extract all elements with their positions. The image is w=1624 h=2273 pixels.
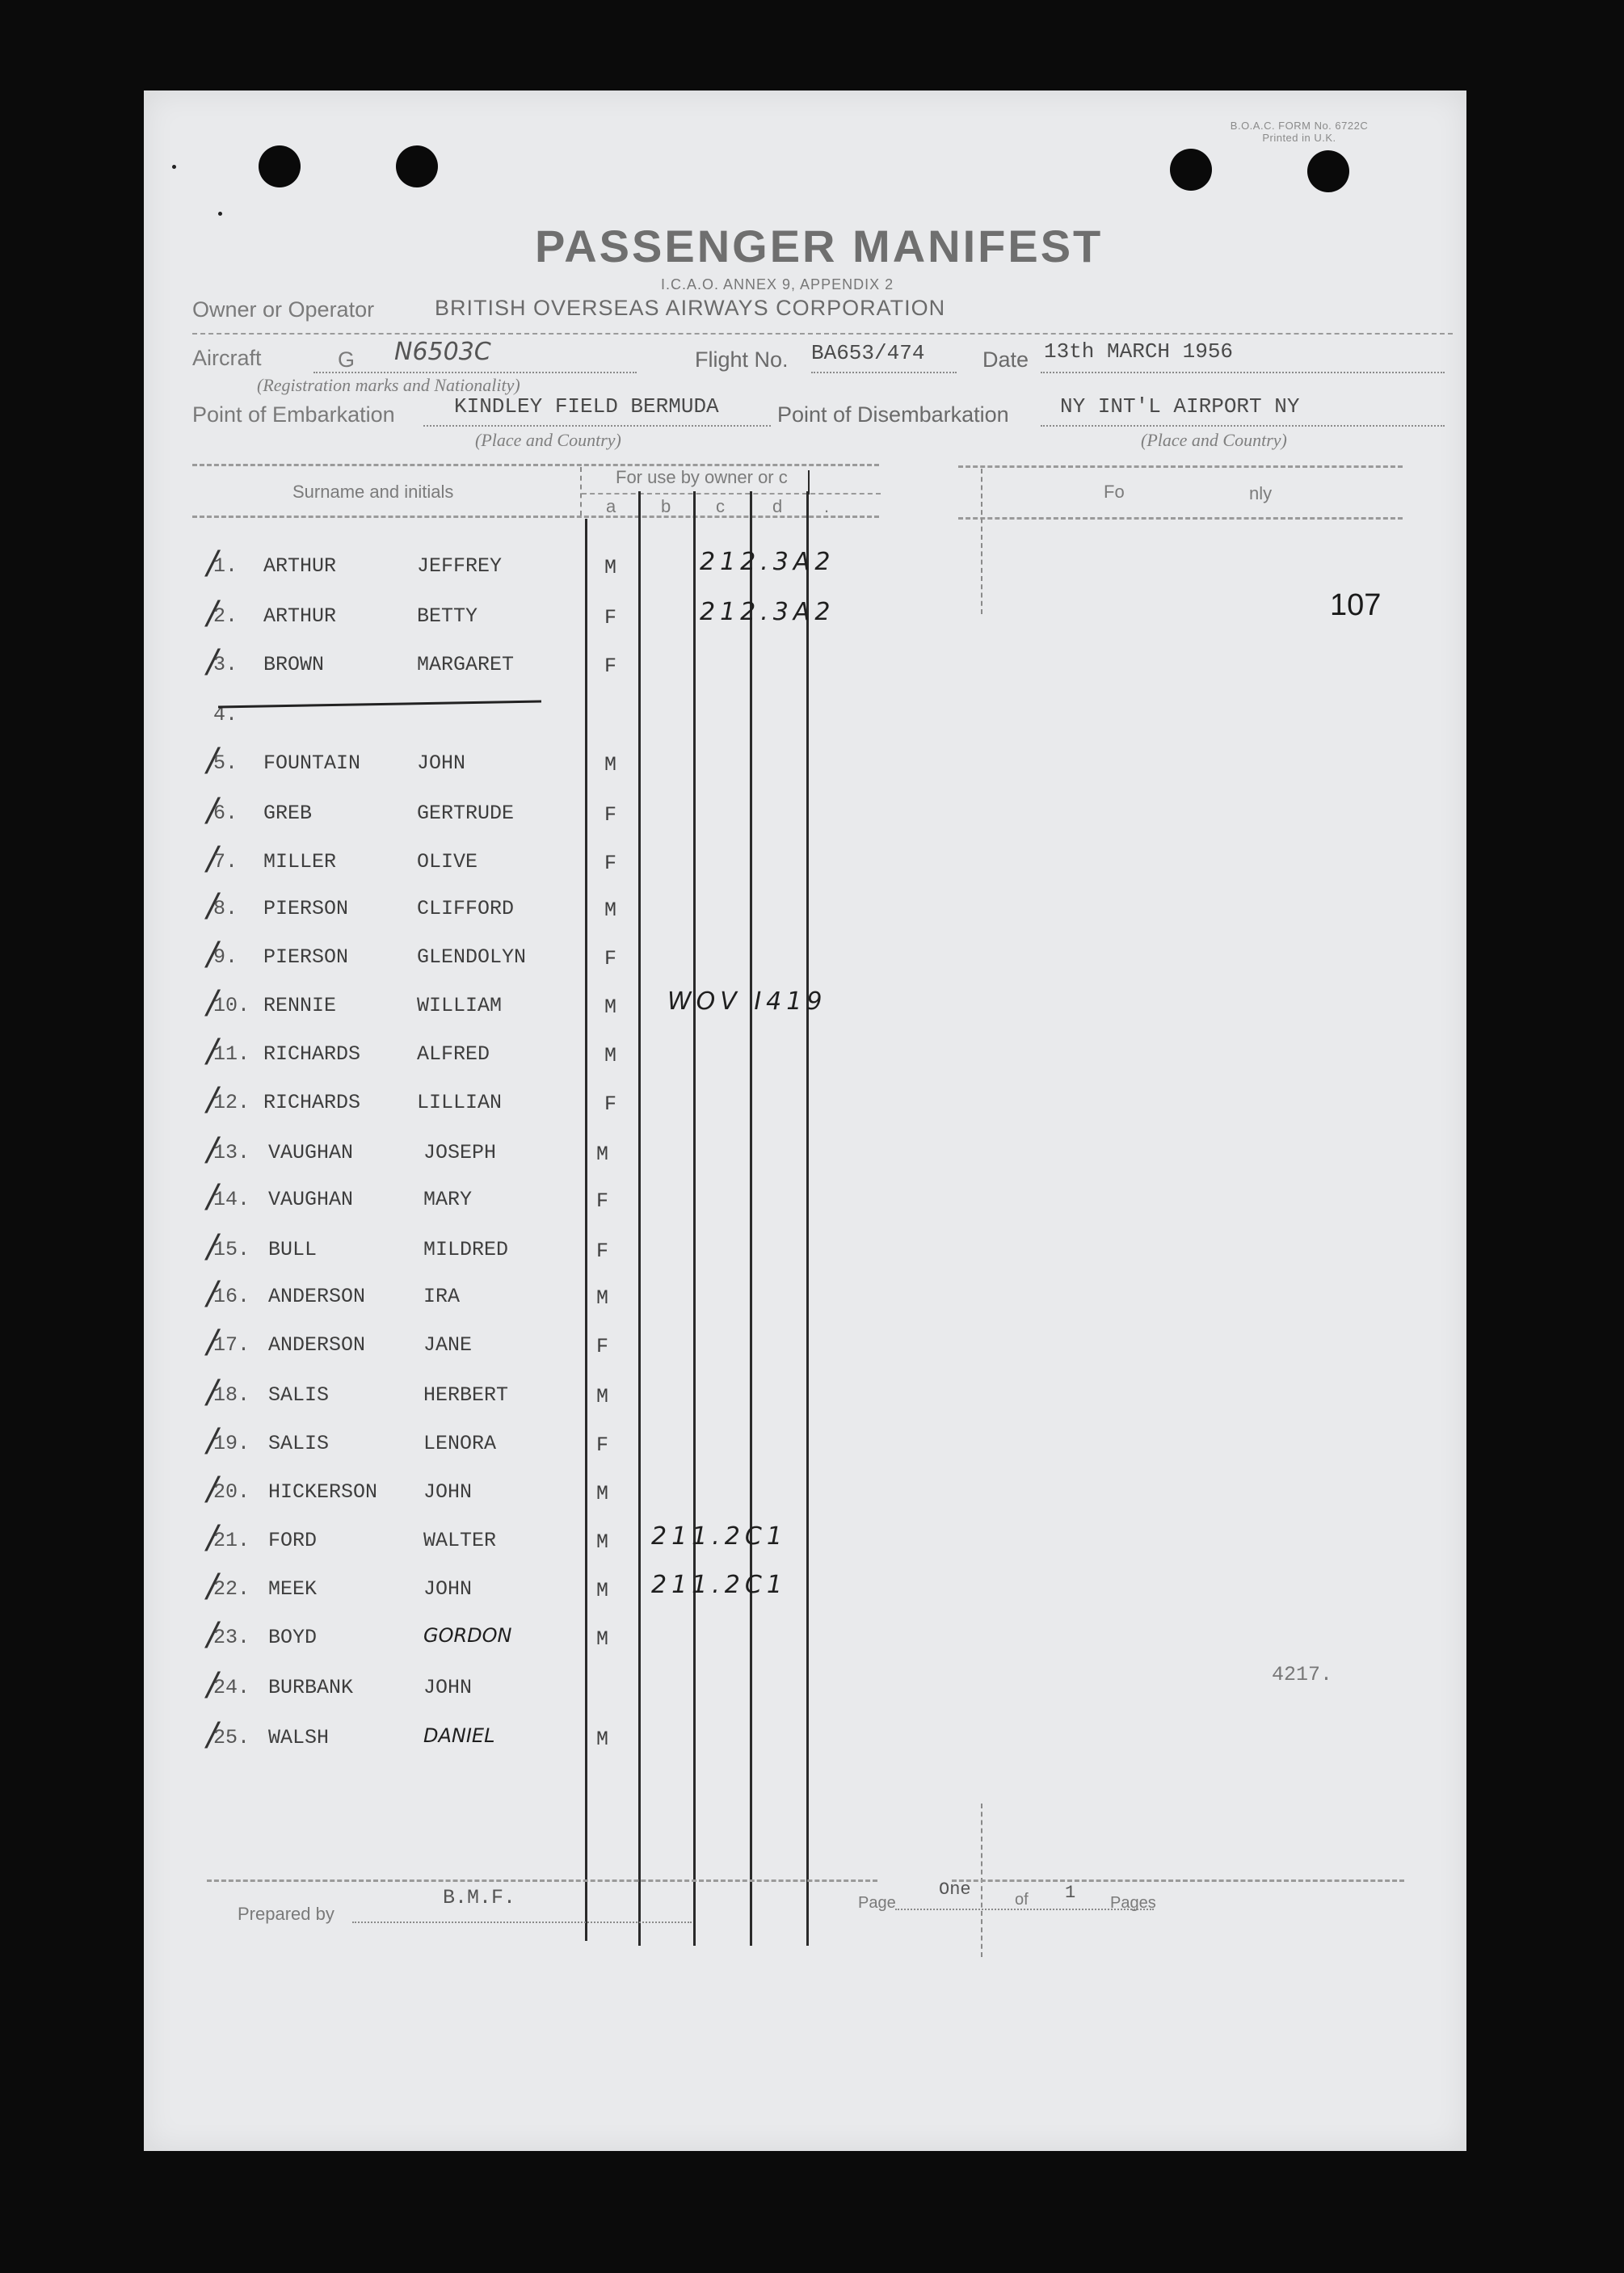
column-line bbox=[808, 470, 810, 495]
column-letter-c: c bbox=[716, 496, 725, 516]
surname: ANDERSON bbox=[268, 1285, 366, 1308]
footer-total: 1 bbox=[1065, 1883, 1076, 1903]
given-name: JOHN bbox=[423, 1480, 473, 1504]
annex-reference: I.C.A.O. ANNEX 9, APPENDIX 2 bbox=[661, 276, 894, 293]
given-name: JOHN bbox=[423, 1577, 473, 1601]
row-number: 4. bbox=[213, 703, 238, 726]
row-number: 10. bbox=[213, 994, 250, 1017]
sex: M bbox=[604, 556, 617, 579]
column-letter-e: . bbox=[824, 496, 830, 516]
table-row bbox=[144, 1471, 1437, 1521]
row-number: 17. bbox=[213, 1333, 250, 1357]
check-mark: / bbox=[207, 840, 218, 878]
embark-label: Point of Embarkation bbox=[192, 402, 395, 427]
sex: M bbox=[596, 1143, 609, 1166]
table-row bbox=[144, 792, 1437, 842]
surname: BROWN bbox=[263, 653, 325, 676]
owner-label: Owner or Operator bbox=[192, 297, 375, 322]
date-underline bbox=[1041, 372, 1445, 373]
surname: GREB bbox=[263, 802, 313, 825]
column-header-name: Surname and initials bbox=[292, 482, 454, 502]
sex: F bbox=[604, 947, 617, 970]
surname: BOYD bbox=[268, 1626, 318, 1649]
punch-hole bbox=[396, 145, 438, 187]
table-row bbox=[144, 1568, 1437, 1618]
table-row bbox=[144, 1081, 1437, 1131]
punch-hole bbox=[1170, 149, 1212, 191]
check-mark: / bbox=[207, 1568, 218, 1605]
check-mark: / bbox=[207, 936, 218, 973]
check-mark: / bbox=[207, 1131, 218, 1168]
table-row bbox=[144, 840, 1437, 890]
table-row bbox=[144, 545, 1437, 595]
check-mark: / bbox=[207, 1081, 218, 1118]
sex: M bbox=[596, 1385, 609, 1408]
speck bbox=[172, 165, 176, 169]
aircraft-caption: (Registration marks and Nationality) bbox=[257, 375, 520, 395]
given-name: ALFRED bbox=[417, 1042, 490, 1066]
sex: M bbox=[604, 753, 617, 777]
table-row bbox=[144, 1275, 1437, 1325]
table-row bbox=[144, 984, 1437, 1034]
row-number: 16. bbox=[213, 1285, 250, 1308]
right-column-header: Fo bbox=[1104, 482, 1125, 502]
check-mark: / bbox=[207, 545, 218, 582]
aircraft-prefix: G bbox=[338, 347, 356, 372]
surname: VAUGHAN bbox=[268, 1188, 354, 1211]
disembark-underline bbox=[1041, 425, 1445, 427]
sex: M bbox=[596, 1530, 609, 1554]
check-mark: / bbox=[207, 643, 218, 680]
subheader-rule bbox=[582, 493, 881, 495]
table-row bbox=[144, 1616, 1437, 1666]
sex: F bbox=[596, 1189, 609, 1213]
footer-page-label: Page bbox=[858, 1894, 896, 1912]
row-number: 23. bbox=[213, 1626, 250, 1649]
row-number: 11. bbox=[213, 1042, 250, 1066]
check-mark: / bbox=[207, 1178, 218, 1215]
sex: F bbox=[596, 1335, 609, 1358]
row-number: 19. bbox=[213, 1432, 250, 1455]
page-title: PASSENGER MANIFEST bbox=[535, 221, 1104, 271]
footer-rule bbox=[207, 1879, 877, 1882]
given-name: JOSEPH bbox=[423, 1141, 497, 1164]
form-number: B.O.A.C. FORM No. 6722C Printed in U.K. bbox=[1230, 120, 1369, 144]
surname: RICHARDS bbox=[263, 1042, 361, 1066]
given-name: GLENDOLYN bbox=[417, 945, 527, 969]
table-row bbox=[144, 703, 1437, 743]
surname: SALIS bbox=[268, 1432, 330, 1455]
given-name: BETTY bbox=[417, 604, 478, 628]
column-divider bbox=[580, 467, 582, 516]
table-row bbox=[144, 595, 1437, 645]
table-row bbox=[144, 1374, 1437, 1424]
row-number: 14. bbox=[213, 1188, 250, 1211]
given-name: MILDRED bbox=[423, 1238, 509, 1261]
surname: ANDERSON bbox=[268, 1333, 366, 1357]
check-mark: / bbox=[207, 1275, 218, 1312]
handwritten-note: WOV I419 bbox=[667, 987, 827, 1016]
row-number: 15. bbox=[213, 1238, 250, 1261]
check-mark: / bbox=[207, 1324, 218, 1361]
column-letter-b: b bbox=[661, 496, 671, 516]
handwritten-note: 212.3A2 bbox=[700, 548, 835, 576]
check-mark: / bbox=[207, 1374, 218, 1411]
check-mark: / bbox=[207, 1228, 218, 1265]
speck bbox=[218, 212, 222, 216]
aircraft-underline bbox=[313, 372, 637, 373]
given-name: GORDON bbox=[423, 1624, 512, 1647]
table-row bbox=[144, 742, 1437, 792]
surname: FOUNTAIN bbox=[263, 751, 361, 775]
given-name: DANIEL bbox=[423, 1724, 495, 1747]
divider bbox=[192, 333, 1453, 335]
table-row bbox=[144, 1131, 1437, 1181]
surname: RICHARDS bbox=[263, 1091, 361, 1114]
check-mark: / bbox=[207, 984, 218, 1021]
page-number: 107 bbox=[1330, 588, 1382, 622]
check-mark: / bbox=[207, 1033, 218, 1070]
row-number: 6. bbox=[213, 802, 238, 825]
sex: M bbox=[604, 899, 617, 922]
row-number: 13. bbox=[213, 1141, 250, 1164]
column-header-use: For use by owner or c bbox=[616, 467, 788, 487]
row-number: 1. bbox=[213, 554, 238, 578]
sex: M bbox=[596, 1627, 609, 1651]
disembark-caption: (Place and Country) bbox=[1141, 430, 1287, 450]
given-name: JOHN bbox=[417, 751, 466, 775]
row-number: 5. bbox=[213, 751, 238, 775]
row-number: 25. bbox=[213, 1726, 250, 1749]
surname: RENNIE bbox=[263, 994, 337, 1017]
owner-value: BRITISH OVERSEAS AIRWAYS CORPORATION bbox=[435, 296, 946, 320]
row-number: 12. bbox=[213, 1091, 250, 1114]
footer-page-value: One bbox=[939, 1879, 971, 1900]
table-top-rule bbox=[192, 464, 879, 466]
footer-rule-right bbox=[952, 1879, 1404, 1882]
table-row bbox=[144, 1178, 1437, 1228]
check-mark: / bbox=[207, 595, 218, 632]
manifest-sheet bbox=[144, 90, 1466, 2151]
check-mark: / bbox=[207, 1716, 218, 1753]
check-mark: / bbox=[207, 887, 218, 924]
table-top-rule-right bbox=[958, 465, 1403, 468]
sex: M bbox=[596, 1579, 609, 1602]
check-mark: / bbox=[207, 1471, 218, 1508]
given-name: IRA bbox=[423, 1285, 461, 1308]
aircraft-value: N6503C bbox=[394, 338, 491, 366]
row-number: 8. bbox=[213, 897, 238, 920]
given-name: WILLIAM bbox=[417, 994, 503, 1017]
prepared-label: Prepared by bbox=[238, 1904, 334, 1924]
given-name: JANE bbox=[423, 1333, 473, 1357]
given-name: LILLIAN bbox=[417, 1091, 503, 1114]
check-mark: / bbox=[207, 1422, 218, 1459]
sex: F bbox=[604, 1092, 617, 1116]
surname: WALSH bbox=[268, 1726, 330, 1749]
check-mark: / bbox=[207, 1519, 218, 1556]
sex: F bbox=[604, 655, 617, 678]
surname: ARTHUR bbox=[263, 554, 337, 578]
table-row bbox=[144, 936, 1437, 986]
row-number: 9. bbox=[213, 945, 238, 969]
given-name: JEFFREY bbox=[417, 554, 503, 578]
sex: F bbox=[604, 606, 617, 629]
given-name: WALTER bbox=[423, 1529, 497, 1552]
check-mark: / bbox=[207, 792, 218, 829]
aircraft-label: Aircraft bbox=[192, 346, 262, 370]
row-number: 7. bbox=[213, 850, 238, 873]
right-note: 4217. bbox=[1272, 1663, 1333, 1686]
prepared-value: B.M.F. bbox=[443, 1886, 516, 1909]
right-column-header-2: nly bbox=[1249, 483, 1273, 503]
row-number: 2. bbox=[213, 604, 238, 628]
given-name: OLIVE bbox=[417, 850, 478, 873]
flight-label: Flight No. bbox=[695, 347, 789, 372]
table-row bbox=[144, 1422, 1437, 1472]
column-letter-a: a bbox=[606, 496, 616, 516]
flight-value: BA653/474 bbox=[811, 341, 925, 365]
given-name: CLIFFORD bbox=[417, 897, 515, 920]
surname: MEEK bbox=[268, 1577, 318, 1601]
embark-caption: (Place and Country) bbox=[475, 430, 621, 450]
row-number: 22. bbox=[213, 1577, 250, 1601]
sex: F bbox=[604, 803, 617, 827]
date-value: 13th MARCH 1956 bbox=[1044, 339, 1234, 364]
table-row bbox=[144, 643, 1437, 693]
sex: M bbox=[596, 1728, 609, 1751]
surname: FORD bbox=[268, 1529, 318, 1552]
sex: M bbox=[604, 995, 617, 1019]
given-name: HERBERT bbox=[423, 1383, 509, 1407]
table-row bbox=[144, 887, 1437, 937]
row-number: 24. bbox=[213, 1676, 250, 1699]
header-bottom-rule bbox=[192, 516, 879, 518]
surname: SALIS bbox=[268, 1383, 330, 1407]
embark-value: KINDLEY FIELD BERMUDA bbox=[454, 394, 719, 419]
row-number: 3. bbox=[213, 653, 238, 676]
sex: F bbox=[596, 1433, 609, 1457]
row-number: 18. bbox=[213, 1383, 250, 1407]
disembark-label: Point of Disembarkation bbox=[777, 402, 1009, 427]
surname: PIERSON bbox=[263, 945, 349, 969]
given-name: GERTRUDE bbox=[417, 802, 515, 825]
check-mark: / bbox=[207, 1616, 218, 1653]
surname: BULL bbox=[268, 1238, 318, 1261]
punch-hole bbox=[1307, 150, 1349, 192]
footer-underline bbox=[895, 1909, 1154, 1910]
sex: M bbox=[604, 1044, 617, 1067]
handwritten-note: 212.3A2 bbox=[700, 598, 835, 626]
surname: VAUGHAN bbox=[268, 1141, 354, 1164]
given-name: MARY bbox=[423, 1188, 473, 1211]
sex: M bbox=[596, 1482, 609, 1505]
punch-hole bbox=[259, 145, 301, 187]
table-row bbox=[144, 1324, 1437, 1374]
footer-of: of bbox=[1015, 1891, 1029, 1909]
given-name: MARGARET bbox=[417, 653, 515, 676]
sex: F bbox=[596, 1240, 609, 1263]
disembark-value: NY INT'L AIRPORT NY bbox=[1060, 394, 1300, 419]
header-bottom-rule-right bbox=[958, 517, 1403, 520]
prepared-underline bbox=[352, 1922, 692, 1923]
flight-underline bbox=[811, 372, 957, 373]
table-row bbox=[144, 1716, 1437, 1766]
date-label: Date bbox=[982, 347, 1029, 372]
row-number: 21. bbox=[213, 1529, 250, 1552]
table-row bbox=[144, 1519, 1437, 1569]
table-row bbox=[144, 1228, 1437, 1278]
embark-underline bbox=[423, 425, 771, 427]
check-mark: / bbox=[207, 742, 218, 779]
given-name: LENORA bbox=[423, 1432, 497, 1455]
surname: BURBANK bbox=[268, 1676, 354, 1699]
handwritten-note: 211.2C1 bbox=[651, 1571, 787, 1599]
sex: M bbox=[596, 1286, 609, 1310]
handwritten-note: 211.2C1 bbox=[651, 1522, 787, 1551]
column-letter-d: d bbox=[772, 496, 783, 516]
surname: ARTHUR bbox=[263, 604, 337, 628]
sex: F bbox=[604, 852, 617, 875]
footer-pages: Pages bbox=[1110, 1894, 1156, 1912]
table-row bbox=[144, 1033, 1437, 1083]
given-name: JOHN bbox=[423, 1676, 473, 1699]
surname: HICKERSON bbox=[268, 1480, 378, 1504]
check-mark: / bbox=[207, 1666, 218, 1703]
surname: MILLER bbox=[263, 850, 337, 873]
surname: PIERSON bbox=[263, 897, 349, 920]
row-number: 20. bbox=[213, 1480, 250, 1504]
